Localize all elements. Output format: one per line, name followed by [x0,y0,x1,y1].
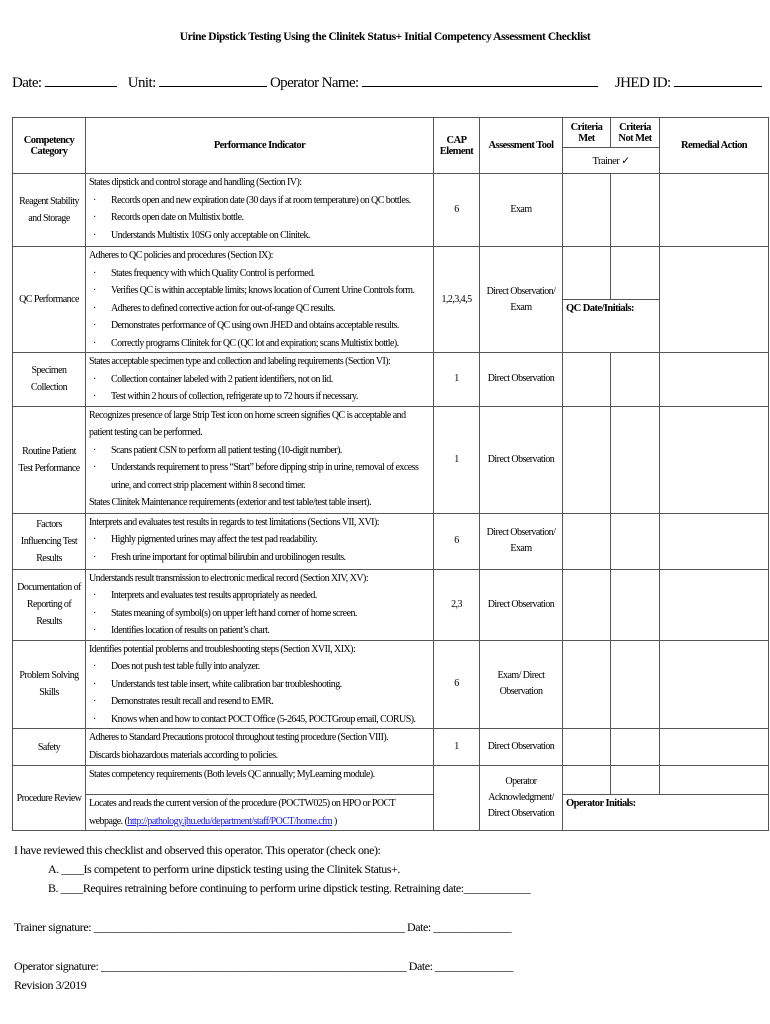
operator-initials-field[interactable]: Operator Initials: [563,795,769,831]
list-item: · Fresh urine important for optimal bilirubin and urobilinogen results. [89,549,430,567]
unit-field[interactable] [159,72,267,87]
met-checkbox[interactable] [563,729,611,766]
table-row [13,729,769,766]
remedial-field[interactable] [660,513,769,569]
list-item: · Understands test table insert, white calibration bar troubleshooting. [89,676,430,694]
not-met-checkbox[interactable] [611,513,660,569]
cap-cell: 2,3 [434,569,480,640]
indicator-cell [86,406,434,513]
indicator-intro: Adheres to Standard Precautions protocol throughout testing procedure (Section VIII). [89,732,389,743]
category-cell: Specimen Collection [13,353,86,407]
list-item: · Interprets and evaluates test results appropriately as needed. [89,587,430,605]
indicator-outro: States Clinitek Maintenance requirements (exterior and test table/test table insert). [89,497,372,508]
operator-field[interactable] [362,72,598,87]
list-item: · Scans patient CSN to perform all patient testing (10-digit number). [89,442,430,460]
category-cell: Reagent Stability and Storage [13,174,86,247]
table-row [13,174,769,247]
indicator-intro: States dipstick and control storage and handling (Section IV): [89,177,302,188]
met-checkbox[interactable] [563,247,611,300]
category-cell: Safety [13,729,86,766]
not-met-checkbox[interactable] [611,247,660,300]
document-title: Urine Dipstick Testing Using the Clinitek Status+ Initial Competency Assessment Checklist [179,31,591,43]
indicator-text: ) [332,815,337,827]
indicator-intro: Adheres to QC policies and procedures (Section IX): [89,250,273,261]
met-checkbox[interactable] [563,766,611,795]
met-checkbox[interactable] [563,174,611,247]
tool-cell: Direct Observation [480,729,563,766]
met-checkbox[interactable] [563,569,611,640]
table-row [13,766,769,795]
list-item: · Understands Multistix 10SG only acceptable on Clinitek. [89,227,430,245]
indicator-intro: Discards biohazardous materials according to policies. [89,749,278,761]
list-item: · Records open and new expiration date (30 days if at room temperature) on QC bottles. [89,192,430,210]
table-row [13,569,769,640]
indicator-intro: States acceptable specimen type and collection and labeling requirements (Section VI): [89,356,391,367]
list-item: · Demonstrates performance of QC using own JHED and obtains acceptable results. [89,317,430,335]
category-cell: Factors Influencing Test Results [13,513,86,569]
met-checkbox[interactable] [563,353,611,407]
list-item: · Demonstrates result recall and resend to EMR. [89,693,430,711]
table-row [13,640,769,729]
jhed-label: JHED ID: [614,75,671,91]
competency-table [12,117,769,831]
operator-signature-line[interactable]: Operator signature: _______________________________________________________ Date: ______________ [14,959,513,973]
tool-cell: Exam/ Direct Observation [480,640,563,729]
not-met-checkbox[interactable] [611,569,660,640]
cap-cell: 1 [434,729,480,766]
col-remedial: Remedial Action [660,118,769,174]
list-item: · Highly pigmented urines may affect the test pad readability. [89,531,430,549]
col-indicator: Performance Indicator [86,118,434,174]
category-cell: Problem Solving Skills [13,640,86,729]
revision-label: Revision 3/2019 [14,978,87,992]
tool-cell: Direct Observation/ Exam [480,513,563,569]
jhed-field[interactable] [674,72,762,87]
unit-label: Unit: [127,75,156,91]
tool-cell: Direct Observation/ Exam [480,247,563,353]
option-b[interactable]: B. ____Requires retraining before continuing to perform urine dipstick testing. Retraining date:____________ [48,881,531,895]
cap-cell [434,766,480,831]
indicator-intro: patient testing can be performed. [89,427,203,438]
col-cap: CAP Element [434,118,480,174]
list-item: · Identifies location of results on patient’s chart. [89,622,430,640]
cap-cell: 6 [434,513,480,569]
list-item: · States meaning of symbol(s) on upper left hand corner of home screen. [89,605,430,623]
remedial-field[interactable] [660,353,769,407]
cap-cell: 6 [434,640,480,729]
date-label: Date: [12,75,42,91]
indicator-intro: Understands result transmission to electronic medical record (Section XIV, XV): [89,572,369,584]
cap-cell: 1 [434,406,480,513]
list-item: · Collection container labeled with 2 patient identifiers, not on lid. [89,371,430,389]
remedial-field[interactable] [660,766,769,795]
tool-cell: Direct Observation [480,406,563,513]
indicator-cell [86,729,434,766]
indicator-cell [86,569,434,640]
indicator-intro: Identifies potential problems and troubleshooting steps (Section XVII, XIX): [89,643,356,655]
cap-cell: 6 [434,174,480,247]
cap-cell: 1,2,3,4,5 [434,247,480,353]
list-item: · Does not push test table fully into analyzer. [89,658,430,676]
tool-cell: Direct Observation [480,353,563,407]
tool-cell: Exam [480,174,563,247]
remedial-field[interactable] [660,174,769,247]
not-met-checkbox[interactable] [611,766,660,795]
indicator-intro: Locates and reads the current version of the procedure (POCTW025) on HPO or POCT [89,798,396,809]
col-not-met: Criteria Not Met [611,118,660,148]
list-item: urine, and correct strip placement within 8 second timer. [111,479,306,491]
met-checkbox[interactable] [563,513,611,569]
list-item: · Understands requirement to press “Start” before dipping strip in urine, removal of excess [89,459,430,477]
not-met-checkbox[interactable] [611,174,660,247]
indicator-cell [86,353,434,407]
cap-cell: 1 [434,353,480,407]
col-tool: Assessment Tool [480,118,563,174]
not-met-checkbox[interactable] [611,353,660,407]
indicator-cell [86,766,434,795]
not-met-checkbox[interactable] [611,406,660,513]
indicator-cell [86,174,434,247]
indicator-cell [86,640,434,729]
list-item: · Correctly programs Clinitek for QC (QC lot and expiration; scans Multistix bottle). [89,335,430,353]
operator-label: Operator Name: [269,75,359,91]
col-category: Competency Category [13,118,86,174]
qc-date-initials-field[interactable]: QC Date/Initials: [563,300,660,353]
indicator-intro: Recognizes presence of large Strip Test icon on home screen signifies QC is acceptable and [89,409,406,421]
remedial-field[interactable] [660,729,769,766]
category-cell: Procedure Review [13,766,86,831]
not-met-checkbox[interactable] [611,729,660,766]
col-met: Criteria Met [563,118,611,148]
list-item: · Adheres to defined corrective action for out-of-range QC results. [89,300,430,318]
table-row [13,406,769,513]
option-a[interactable]: A. ____Is competent to perform urine dipstick testing using the Clinitek Status+. [48,862,400,876]
category-cell: Documentation of Reporting of Results [13,569,86,640]
remedial-field[interactable] [660,406,769,513]
poct-webpage-link[interactable]: http://pathology.jhu.edu/department/staff/POCT/home.cfm [127,815,333,827]
remedial-field[interactable] [660,569,769,640]
indicator-intro: States competency requirements (Both levels QC annually; MyLearning module). [89,769,375,780]
list-item: · States frequency with which Quality Control is performed. [89,265,430,283]
date-field[interactable] [45,72,117,87]
remedial-field[interactable] [660,640,769,729]
not-met-checkbox[interactable] [611,640,660,729]
review-statement: I have reviewed this checklist and observed this operator. This operator (check one): [14,843,381,857]
indicator-cell [86,795,434,831]
list-item: · Knows when and how to contact POCT Office (5-2645, POCTGroup email, CORUS). [89,711,430,729]
list-item: · Test within 2 hours of collection, refrigerate up to 72 hours if necessary. [89,388,430,406]
header-fields [12,72,762,92]
remedial-field[interactable] [660,247,769,353]
indicator-cell [86,513,434,569]
table-row [13,353,769,407]
list-item: · Records open date on Multistix bottle. [89,209,430,227]
trainer-signature-line[interactable]: Trainer signature: ________________________________________________________ Date: ______________ [14,920,511,934]
met-checkbox[interactable] [563,640,611,729]
table-row [13,247,769,300]
list-item: · Verifies QC is within acceptable limits; knows location of Current Urine Controls form. [89,282,430,300]
indicator-intro: Interprets and evaluates test results in regards to test limitations (Sections VII, XVI): [89,516,379,528]
indicator-text: webpage. ( [89,815,128,827]
met-checkbox[interactable] [563,406,611,513]
category-cell: QC Performance [13,247,86,353]
tool-cell: Direct Observation [480,569,563,640]
indicator-cell [86,247,434,353]
table-row [13,513,769,569]
col-trainer: Trainer ✓ [563,148,660,174]
category-cell: Routine Patient Test Performance [13,406,86,513]
tool-cell: Operator Acknowledgment/ Direct Observation [480,766,563,831]
